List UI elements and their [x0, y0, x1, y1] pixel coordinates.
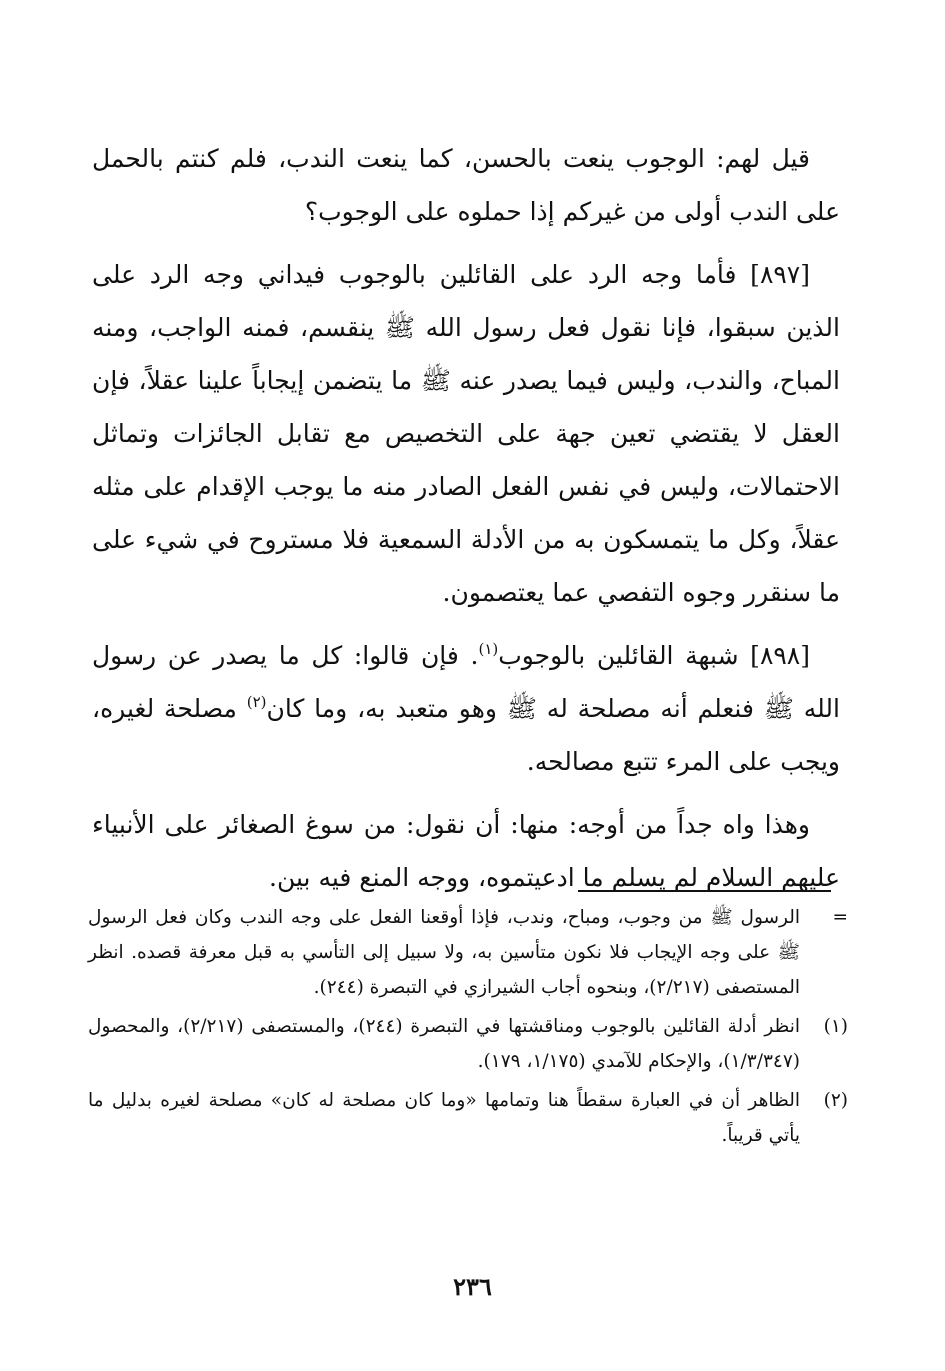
footnote-marker: (١): [823, 1016, 848, 1037]
footnote-divider: [578, 890, 831, 892]
footnote-text: الظاهر أن في العبارة سقطاً هنا وتمامها «وما كان مصلحة له كان» مصلحة لغيره بدليل ما يأتي قريباً.: [88, 1090, 800, 1146]
paragraph-898: [92, 629, 840, 788]
paragraph-898-part3: مصلحة لغيره، ويجب على المرء تتبع مصالحه.: [92, 694, 840, 776]
footnote-text: الرسول ﷺ من وجوب، ومباح، وندب، فإذا أوقعنا الفعل على وجه الندب وكان فعل الرسول ﷺ على وجه الإيجاب فلا نكون متأسين به، ولا سبيل إلى التأسي به قبل معرفة قصده. انظر المستصفى (٢/٢١٧)، وبنحوه أجاب الشيرازي في التبصرة (٢٤٤).: [88, 907, 800, 998]
paragraph-4: وهذا واه جداً من أوجه: منها: أن نقول: من سوغ الصغائر على الأنبياء عليهم السلام لم يسلم ما ادعيتموه، ووجه المنع فيه بين.: [92, 810, 840, 892]
footnote-ref-2: (٢): [246, 693, 267, 711]
footnote-continued: [88, 900, 848, 1005]
footnote-1: [88, 1009, 848, 1079]
paragraph-898-part1: [٨٩٨] شبهة القائلين بالوجوب: [498, 641, 810, 670]
footnote-marker: (٢): [823, 1090, 848, 1111]
footnotes: [88, 900, 848, 1157]
paragraph-1: قيل لهم: الوجوب ينعت بالحسن، كما ينعت الندب، فلم كنتم بالحمل على الندب أولى من غيركم إذا حملوه على الوجوب؟: [92, 144, 840, 226]
paragraph-898-part2: . فإن قالوا: كل ما يصدر عن رسول الله ﷺ فنعلم أنه مصلحة له ﷺ وهو متعبد به، وما كان: [92, 641, 840, 723]
footnote-2: [88, 1083, 848, 1153]
footnote-marker: =: [832, 907, 848, 928]
footnote-text: انظر أدلة القائلين بالوجوب ومناقشتها في التبصرة (٢٤٤)، والمستصفى (٢/٢١٧)، والمحصول (١/٣/٣٤٧)، والإحكام للآمدي (١/١٧٥، ١٧٩).: [88, 1016, 801, 1072]
footnote-ref-1: (١): [478, 640, 499, 658]
main-text: [92, 132, 840, 914]
page-number: ٢٣٦: [453, 1272, 492, 1301]
paragraph-897: [٨٩٧] فأما وجه الرد على القائلين بالوجوب فيداني وجه الرد على الذين سبقوا، فإنا نقول فعل رسول الله ﷺ ينقسم، فمنه الواجب، ومنه المباح، والندب، وليس فيما يصدر عنه ﷺ ما يتضمن إيجاباً علينا عقلاً، فإن العقل لا يقتضي تعين جهة على التخصيص مع تقابل الجائزات وتماثل الاحتمالات، وليس في نفس الفعل الصادر منه ما يوجب الإقدام على مثله عقلاً، وكل ما يتمسكون به من الأدلة السمعية فلا مستروح في شيء على ما سنقرر وجوه التفصي عما يعتصمون.: [92, 260, 840, 607]
